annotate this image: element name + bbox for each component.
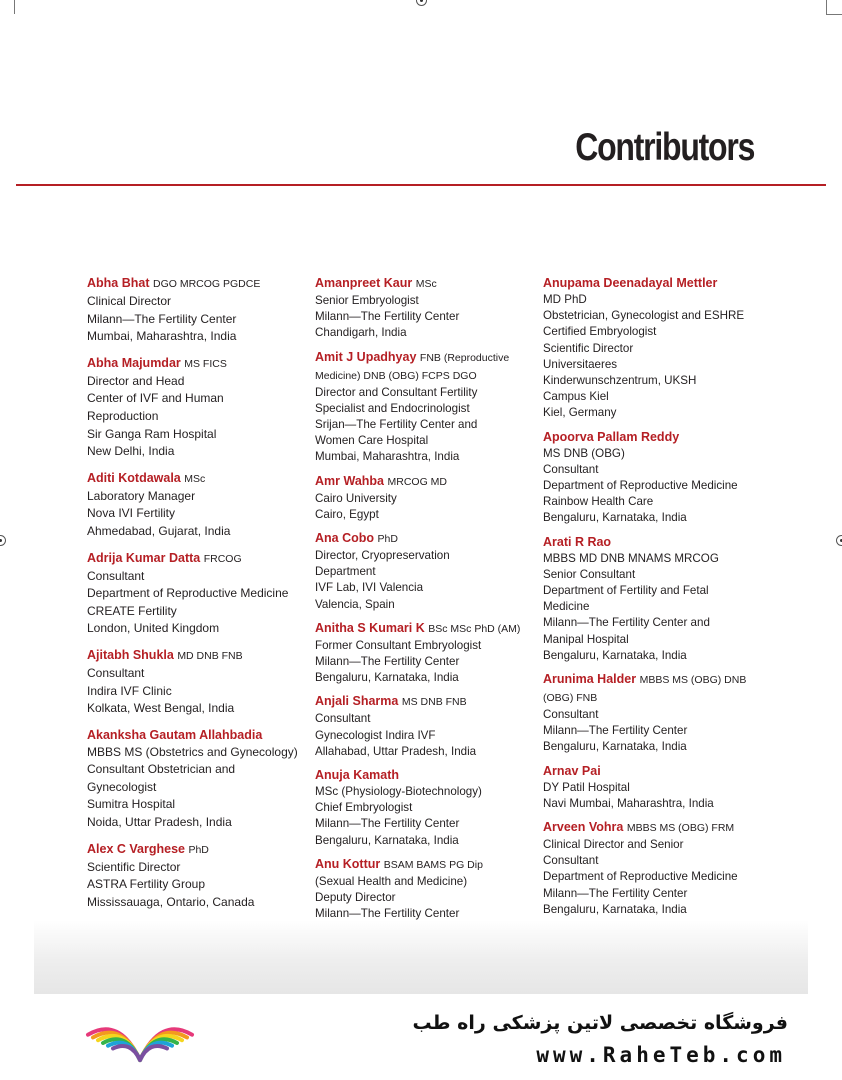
store-name: فروشگاه تخصصی لاتین پزشکی راه طب	[412, 1012, 788, 1034]
contributor-heading	[315, 767, 537, 784]
contributor-degrees: DGO MRCOG PGDCE	[152, 278, 261, 290]
contributor-entry	[315, 767, 537, 849]
contributor-detail-line: Milann—The Fertility Center and	[543, 616, 710, 630]
contributor-detail-line: Director and Consultant Fertility	[315, 385, 478, 399]
contributor-detail-line: Center of IVF and Human	[87, 391, 224, 406]
crop-mark-top-right	[826, 0, 827, 14]
contributor-entry	[315, 275, 537, 342]
contributor-entry	[315, 530, 537, 613]
contributor-detail-line: Clinical Director and Senior	[543, 838, 684, 852]
store-url[interactable]: www.RaheTeb.com	[536, 1043, 786, 1067]
contributor-name: Anjali Sharma	[315, 694, 399, 709]
contributor-detail-line: Department of Fertility and Fetal	[543, 584, 709, 598]
contributor-detail-line: Kolkata, West Bengal, India	[87, 701, 235, 716]
contributor-detail-line: Scientific Director	[87, 859, 181, 874]
contributor-detail-line: Director and Head	[87, 373, 185, 388]
contributor-detail-line: Nova IVI Fertility	[87, 506, 176, 521]
contributor-detail-line: Universitaeres	[543, 357, 618, 371]
contributor-detail-line: Kinderwunschzentrum, UKSH	[543, 374, 697, 388]
contributor-detail-line: MS DNB (OBG)	[543, 446, 625, 460]
contributor-degrees: PhD	[377, 533, 398, 546]
contributor-detail-line: Senior Consultant	[543, 567, 636, 581]
contributor-heading	[543, 671, 765, 707]
contributor-heading	[87, 470, 309, 488]
contributor-detail-line: Sir Ganga Ram Hospital	[87, 426, 217, 441]
contributor-name: Ajitabh Shukla	[87, 647, 174, 662]
contributor-detail-line: Noida, Uttar Pradesh, India	[87, 815, 232, 830]
contributor-degrees: FRCOG	[203, 552, 242, 565]
contributor-name: Arveen Vohra	[543, 820, 624, 835]
contributor-detail-line: (Sexual Health and Medicine)	[315, 874, 468, 888]
contributor-entry	[87, 550, 309, 638]
contributor-detail-line: Cairo, Egypt	[315, 507, 379, 521]
contributors-column-1	[87, 275, 309, 920]
contributor-entry	[543, 429, 765, 527]
contributor-detail-line: Gynecologist	[87, 779, 157, 794]
contributor-heading	[87, 550, 309, 568]
contributor-detail-line: Milann—The Fertility Center	[315, 310, 460, 324]
contributor-detail-line: Consultant	[543, 708, 599, 722]
contributor-entry	[87, 841, 309, 912]
contributor-heading	[315, 856, 537, 874]
contributor-detail-line: Cairo University	[315, 491, 397, 505]
contributor-detail-line: Obstetrician, Gynecologist and ESHRE	[543, 309, 745, 323]
contributor-degrees: PhD	[188, 843, 209, 856]
crop-mark-top-right-h	[826, 14, 842, 15]
contributor-detail-line: Mumbai, Maharashtra, India	[87, 329, 237, 344]
contributor-detail-line: Consultant Obstetrician and	[87, 762, 236, 777]
contributor-degrees: FNB (Reproductive Medicine) DNB (OBG) FCPS DGO	[315, 351, 510, 382]
contributor-detail-line: Chief Embryologist	[315, 801, 413, 815]
contributor-detail-line: Campus Kiel	[543, 390, 609, 404]
contributor-heading	[315, 349, 537, 385]
contributor-heading	[543, 819, 765, 837]
contributor-detail-line: New Delhi, India	[87, 444, 175, 459]
contributor-detail-line: Allahabad, Uttar Pradesh, India	[315, 744, 477, 758]
contributor-detail-line: Indira IVF Clinic	[87, 683, 172, 698]
contributor-detail-line: Manipal Hospital	[543, 632, 629, 646]
contributor-name: Aditi Kotdawala	[87, 470, 181, 485]
contributor-detail-line: Consultant	[543, 462, 599, 476]
contributor-heading	[543, 534, 765, 551]
contributor-detail-line: Milann—The Fertility Center	[543, 886, 688, 900]
contributor-detail-line: Mississauaga, Ontario, Canada	[87, 894, 255, 909]
contributor-heading	[543, 275, 765, 292]
contributor-name: Akanksha Gautam Allahbadia	[87, 727, 263, 742]
contributor-detail-line: Consultant	[543, 854, 599, 868]
open-book-icon	[78, 1008, 202, 1068]
contributor-detail-line: Department of Reproductive Medicine	[543, 870, 738, 884]
contributor-entry	[315, 693, 537, 760]
contributor-detail-line: Consultant	[87, 665, 145, 680]
registration-mark-top	[416, 0, 427, 6]
book-page-stroke	[140, 1046, 167, 1060]
contributor-detail-line: Clinical Director	[87, 294, 172, 308]
contributor-name: Abha Majumdar	[87, 355, 181, 370]
contributor-detail-line: Gynecologist Indira IVF	[315, 728, 436, 742]
contributor-detail-line: Consultant	[87, 568, 145, 583]
contributor-name: Arunima Halder	[543, 672, 637, 687]
contributor-detail-line: Milann—The Fertility Center	[315, 817, 460, 831]
contributor-detail-line: Milann—The Fertility Center	[87, 311, 237, 326]
contributor-detail-line: Medicine	[543, 600, 590, 614]
contributor-heading	[87, 355, 309, 373]
contributor-entry	[87, 647, 309, 718]
contributor-heading	[315, 693, 537, 711]
contributor-detail-line: Deputy Director	[315, 891, 396, 905]
contributor-detail-line: Women Care Hospital	[315, 434, 429, 448]
contributor-detail-line: Milann—The Fertility Center	[315, 655, 460, 669]
contributor-name: Anu Kottur	[315, 856, 381, 871]
contributor-entry	[543, 534, 765, 664]
contributor-detail-line: Department	[315, 565, 376, 579]
contributor-entry	[543, 763, 765, 812]
contributor-detail-line: Senior Embryologist	[315, 294, 419, 307]
contributor-entry	[543, 671, 765, 756]
contributor-detail-line: Milann—The Fertility Center	[315, 907, 460, 921]
book-page-stroke	[113, 1046, 140, 1060]
contributor-detail-line: Scientific Director	[543, 341, 634, 355]
contributor-detail-line: Consultant	[315, 712, 371, 726]
contributor-degrees: BSc MSc PhD (AM)	[428, 622, 521, 635]
contributor-name: Ana Cobo	[315, 531, 375, 546]
contributor-heading	[543, 429, 765, 446]
contributor-entry	[87, 470, 309, 541]
contributor-detail-line: Bengaluru, Karnataka, India	[543, 511, 687, 525]
contributor-degrees: MBBS MS (OBG) DNB (OBG) FNB	[543, 674, 747, 705]
contributor-detail-line: Sumitra Hospital	[87, 797, 176, 812]
contributor-name: Anupama Deenadayal Mettler	[543, 276, 718, 290]
contributor-name: Amit J Upadhyay	[315, 349, 417, 364]
contributor-detail-line: MD PhD	[543, 293, 587, 306]
contributor-degrees: MS DNB FNB	[401, 696, 467, 709]
contributor-detail-line: Laboratory Manager	[87, 488, 196, 503]
contributor-heading	[87, 647, 309, 665]
contributor-entry	[87, 727, 309, 832]
contributor-degrees: MSc	[184, 472, 206, 485]
contributor-detail-line: Valencia, Spain	[315, 597, 395, 611]
contributor-detail-line: Kiel, Germany	[543, 406, 617, 420]
contributor-detail-line: MBBS MS (Obstetrics and Gynecology)	[87, 744, 298, 759]
contributor-detail-line: London, United Kingdom	[87, 621, 220, 636]
contributor-detail-line: Department of Reproductive Medicine	[87, 586, 289, 601]
contributor-detail-line: Milann—The Fertility Center	[543, 724, 688, 738]
page-title: Contributors	[575, 126, 754, 169]
contributor-detail-line: Department of Reproductive Medicine	[543, 479, 738, 493]
contributor-heading	[87, 727, 309, 744]
contributor-name: Alex C Varghese	[87, 841, 185, 856]
contributor-detail-line: Director, Cryopreservation	[315, 549, 450, 563]
footer-fade-band	[34, 920, 808, 994]
contributor-name: Abha Bhat	[87, 276, 150, 290]
contributor-detail-line: Navi Mumbai, Maharashtra, India	[543, 796, 714, 810]
contributor-detail-line: ASTRA Fertility Group	[87, 877, 206, 892]
contributors-column-2	[315, 275, 537, 946]
contributor-heading	[315, 620, 537, 638]
contributor-name: Apoorva Pallam Reddy	[543, 429, 680, 444]
crop-mark-top-left	[14, 0, 15, 14]
contributor-entry	[315, 473, 537, 523]
contributor-name: Anitha S Kumari K	[315, 620, 425, 635]
contributor-degrees: MBBS MS (OBG) FRM	[626, 822, 735, 835]
contributor-name: Amanpreet Kaur	[315, 276, 413, 290]
contributor-detail-line: Chandigarh, India	[315, 326, 407, 340]
contributor-degrees: MSc	[415, 278, 437, 290]
contributor-detail-line: DY Patil Hospital	[543, 780, 630, 794]
contributor-detail-line: Bengaluru, Karnataka, India	[543, 648, 687, 662]
contributor-detail-line: Ahmedabad, Gujarat, India	[87, 523, 231, 538]
contributor-name: Arati R Rao	[543, 534, 612, 549]
contributor-entry	[315, 620, 537, 687]
contributor-detail-line: Former Consultant Embryologist	[315, 638, 482, 652]
contributor-name: Anuja Kamath	[315, 768, 400, 783]
contributor-detail-line: Rainbow Health Care	[543, 495, 654, 509]
contributor-degrees: MS FICS	[184, 357, 227, 370]
contributor-degrees: MD DNB FNB	[177, 649, 243, 662]
contributor-heading	[315, 473, 537, 491]
title-rule	[16, 184, 826, 186]
contributor-entry	[87, 355, 309, 461]
contributor-name: Amr Wahba	[315, 473, 384, 488]
contributor-detail-line: Reproduction	[87, 408, 159, 423]
contributor-degrees: MRCOG MD	[387, 475, 447, 488]
contributor-heading	[315, 275, 537, 293]
contributor-detail-line: Mumbai, Maharashtra, India	[315, 450, 460, 464]
contributor-detail-line: Bengaluru, Karnataka, India	[315, 671, 459, 685]
contributor-detail-line: Bengaluru, Karnataka, India	[543, 902, 687, 916]
registration-mark-left	[0, 535, 6, 546]
contributor-heading	[315, 530, 537, 548]
contributors-column-3	[543, 275, 765, 925]
contributor-entry	[87, 275, 309, 346]
contributor-detail-line: CREATE Fertility	[87, 603, 177, 618]
contributor-name: Arnav Pai	[543, 763, 601, 778]
contributor-detail-line: Srijan—The Fertility Center and	[315, 418, 478, 432]
contributor-detail-line: Bengaluru, Karnataka, India	[543, 740, 687, 754]
contributor-heading	[87, 275, 309, 293]
contributor-heading	[543, 763, 765, 780]
contributor-detail-line: Certified Embryologist	[543, 325, 657, 339]
contributor-detail-line: MBBS MD DNB MNAMS MRCOG	[543, 551, 719, 565]
registration-mark-right	[836, 535, 842, 546]
contributor-name: Adrija Kumar Datta	[87, 550, 201, 565]
contributor-detail-line: IVF Lab, IVI Valencia	[315, 581, 424, 595]
contributor-detail-line: Bengaluru, Karnataka, India	[315, 833, 459, 847]
contributor-entry	[543, 275, 765, 422]
contributor-detail-line: MSc (Physiology-Biotechnology)	[315, 785, 482, 799]
contributor-entry	[543, 819, 765, 918]
contributor-detail-line: Specialist and Endocrinologist	[315, 401, 470, 415]
contributor-heading	[87, 841, 309, 859]
contributor-degrees: BSAM BAMS PG Dip	[383, 858, 483, 871]
contributor-entry	[315, 349, 537, 466]
